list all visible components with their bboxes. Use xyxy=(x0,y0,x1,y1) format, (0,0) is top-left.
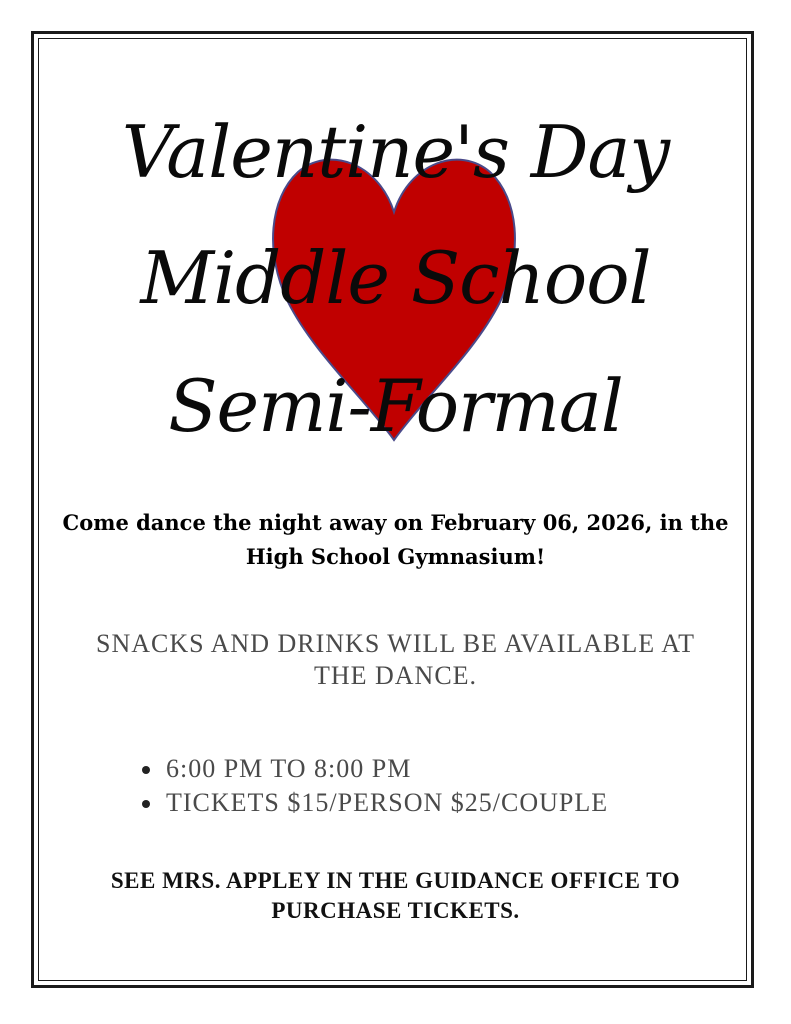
bullet-icon xyxy=(142,766,150,774)
detail-tickets-text: TICKETS $15/PERSON $25/COUPLE xyxy=(166,788,609,817)
snacks-text: SNACKS AND DRINKS WILL BE AVAILABLE AT THE DANCE. xyxy=(96,629,695,690)
contact-text: SEE MRS. APPLEY IN THE GUIDANCE OFFICE TO PURCHASE TICKETS. xyxy=(110,868,681,923)
detail-item-time xyxy=(136,752,608,786)
invite-text: Come dance the night away on February 06, 2026, in the High School Gymnasium! xyxy=(62,510,729,569)
flyer-title-line-1: Valentine's Day xyxy=(121,110,670,194)
flyer-title-line-3: Semi-Formal xyxy=(168,364,623,448)
bullet-icon xyxy=(142,800,150,808)
flyer-title-line-2: Middle School xyxy=(140,236,651,320)
detail-item-tickets xyxy=(136,786,608,820)
detail-time-text: 6:00 PM TO 8:00 PM xyxy=(166,754,412,783)
event-details-list xyxy=(136,752,608,820)
